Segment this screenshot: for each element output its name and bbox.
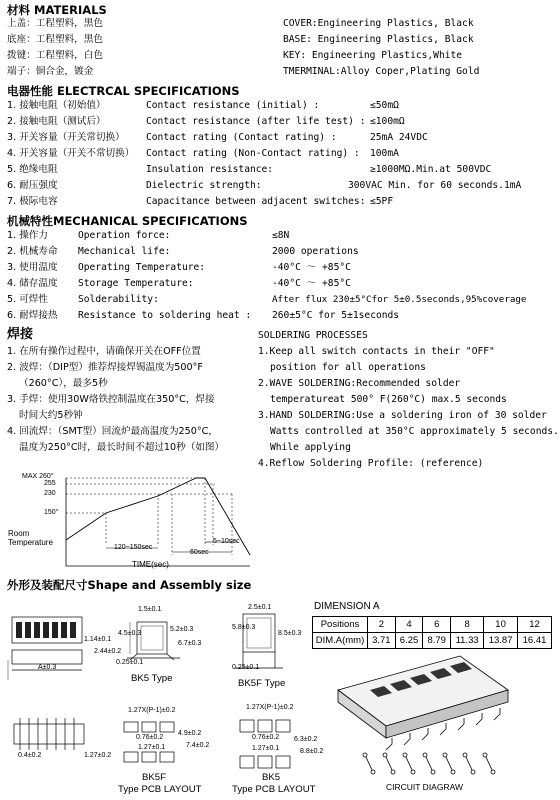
spec-en: Dielectric strength:: [146, 180, 262, 191]
dim-a-cell: 6.25: [395, 633, 423, 649]
mechanical-title: 机械特性MECHANICAL SPECIFICATIONS: [7, 214, 248, 228]
time-axis-label: TIME(sec): [132, 560, 169, 569]
position-cell: 4: [395, 617, 423, 633]
bk5-pcb-layout: [240, 720, 290, 768]
dim-label: 0.25±0.1: [232, 664, 260, 671]
spec-cn: 3. 使用温度: [7, 262, 58, 273]
soldering-en-line: 2.WAVE SOLDERING:Recommended solder: [258, 378, 461, 389]
spec-cn: 2. 机械寿命: [7, 246, 58, 257]
soldering-title-en: SOLDERING PROCESSES: [258, 330, 368, 341]
bk5-caption: BK5 Type: [131, 673, 173, 684]
spec-en: Solderability:: [78, 294, 159, 305]
dim-label: 4.5±0.3: [118, 630, 142, 637]
material-cn-item: 上盖：工程塑料，黑色: [7, 18, 103, 29]
dim-label: 1.27±0.2: [84, 752, 112, 759]
position-cell: 6: [423, 617, 451, 633]
spec-cn: 6. 耐压强度: [7, 180, 58, 191]
dim-a-cell: 13.87: [484, 633, 518, 649]
spec-cn: 2. 接触电阻（测试后）: [7, 116, 106, 127]
spec-cn: 5. 可焊性: [7, 294, 48, 305]
dimension-title: DIMENSION A: [314, 601, 380, 612]
spec-cn: 4. 开关容量（开关不常切换）: [7, 148, 135, 159]
soldering-en-line: Watts controlled at 350°C approximately 5 seconds.: [270, 426, 559, 437]
spec-en: Operation force:: [78, 230, 171, 241]
materials-title: 材料 MATERIALS: [7, 3, 107, 17]
pcb-right-caption-1: BK5: [262, 772, 281, 783]
dim-label: 0.4±0.2: [18, 752, 42, 759]
temperature-label: Temperature: [8, 538, 53, 547]
span-label: 60sec: [190, 549, 209, 556]
dim-a-cell: 3.71: [368, 633, 396, 649]
shape-title: 外形及装配尺寸Shape and Assembly size: [7, 578, 252, 592]
spec-value: -40°C ～ +85°C: [272, 278, 351, 289]
soldering-cn-line: （260°C），最多5秒: [19, 378, 108, 389]
dim-label: 1.5±0.1: [138, 606, 162, 613]
soldering-en-line: 1.Keep all switch contacts in their "OFF": [258, 346, 495, 357]
spec-value: ≥1000MΩ.Min.at 500VDC: [370, 164, 492, 175]
soldering-cn-line: 时间大约5秒钟: [19, 410, 83, 421]
spec-value: 260±5°C for 5±1seconds: [272, 310, 400, 321]
dim-a-label: DIM.A(mm): [313, 633, 368, 649]
material-cn-item: 端子：铜合金，镀金: [7, 66, 94, 77]
dim-label: 5.8±0.3: [232, 624, 256, 631]
dim-label: 2.44±0.2: [94, 648, 122, 655]
spec-value: 2000 operations: [272, 246, 359, 257]
spec-en: Contact resistance (initial) :: [146, 100, 320, 111]
spec-cn: 5. 绝缘电阻: [7, 164, 58, 175]
spec-cn: 4. 储存温度: [7, 278, 58, 289]
dim-label: 0.76±0.2: [252, 734, 280, 741]
soldering-cn-line: 4. 回流焊：（SMT型）回流炉最高温度为250°C，: [7, 426, 218, 437]
spec-value: -40°C ～ +85°C: [272, 262, 351, 273]
bk5f-pcb-layout: [124, 722, 174, 762]
spec-cn: 1. 操作力: [7, 230, 48, 241]
bk5f-side-drawing: [235, 614, 283, 668]
bk5f-caption: BK5F Type: [238, 678, 286, 689]
spec-value: 25mA 24VDC: [370, 132, 428, 143]
soldering-cn-line: 3. 手焊：使用30W烙铁控制温度在350°C，焊接: [7, 394, 215, 405]
spec-en: Capacitance between adjacent switches:: [146, 196, 366, 207]
dim-label: 6.3±0.2: [294, 736, 318, 743]
soldering-en-line: position for all operations: [270, 362, 426, 373]
spec-value: After flux 230±5°Cfor 5±0.5seconds,95%coverage: [272, 294, 527, 305]
dim-label: 6.7±0.3: [178, 640, 202, 647]
spec-value: ≤8N: [272, 230, 290, 241]
spec-en: Mechanical life:: [78, 246, 171, 257]
dim-label: 0.25±0.1: [116, 659, 144, 666]
spec-en: Contact resistance (after life test) :: [146, 116, 366, 127]
dim-a-cell: 16.41: [518, 633, 552, 649]
bk5f-pin-drawing: [14, 718, 84, 750]
spec-value: 100mA: [370, 148, 399, 159]
circuit-caption: CIRCUIT DIAGRAW: [386, 782, 463, 792]
pcb-left-caption-2: Type PCB LAYOUT: [118, 784, 202, 795]
electrical-title: 电器性能 ELECTRCAL SPECIFICATIONS: [7, 84, 240, 98]
span-label: 5~10sec: [213, 538, 240, 545]
dim-a-cell: 11.33: [451, 633, 484, 649]
spec-en: Contact rating (Contact rating) :: [146, 132, 337, 143]
spec-value: ≤100mΩ: [370, 116, 405, 127]
position-cell: 8: [451, 617, 484, 633]
pcb-right-caption-2: Type PCB LAYOUT: [232, 784, 316, 795]
circuit-diagram: [363, 753, 495, 774]
dim-label: 8.5±0.3: [278, 630, 302, 637]
material-en-item: TMERMINAL:Alloy Coper,Plating Gold: [283, 66, 480, 77]
dim-label: 1.27±0.1: [252, 745, 280, 752]
dim-label: 1.27X(P-1)±0.2: [128, 707, 176, 714]
pcb-left-caption-1: BK5F: [142, 772, 166, 783]
spec-cn: 1. 接触电阻（初始值）: [7, 100, 106, 111]
spec-cn: 7. 极际电容: [7, 196, 58, 207]
dim-label: 4.9±0.2: [178, 730, 202, 737]
dim-a-cell: 8.79: [423, 633, 451, 649]
spec-en: Storage Temperature:: [78, 278, 194, 289]
room-label: Room: [8, 529, 30, 538]
soldering-title-cn: 焊接: [7, 327, 34, 342]
material-en-item: BASE: Engineering Plastics, Black: [283, 34, 474, 45]
spec-en: Operating Temperature:: [78, 262, 206, 273]
span-label: 120~150sec: [114, 544, 153, 551]
spec-cn: 6. 耐焊接热: [7, 310, 58, 321]
dim-label: 7.4±0.2: [186, 742, 210, 749]
dim-label: 1.27±0.1: [138, 744, 166, 751]
spec-value: 300VAC Min. for 60 seconds.1mA: [348, 180, 522, 191]
soldering-en-line: While applying: [270, 442, 351, 453]
dim-label: 1.14±0.1: [84, 636, 112, 643]
dim-label: 5.2±0.3: [170, 626, 194, 633]
material-en-item: KEY: Engineering Plastics,White: [283, 50, 463, 61]
profile-tick: 230: [44, 490, 56, 497]
profile-tick: 255: [44, 480, 56, 487]
spec-cn: 3. 开关容量（开关常切换）: [7, 132, 125, 143]
positions-label: Positions: [313, 617, 368, 633]
soldering-cn-line: 1. 在所有操作过程中，请确保开关在OFF位置: [7, 346, 201, 357]
position-cell: 12: [518, 617, 552, 633]
profile-tick: 150°: [44, 509, 59, 516]
soldering-en-line: temperatureat 500° F(260°C) max.5 seconds: [270, 394, 507, 405]
spec-en: Insulation resistance:: [146, 164, 274, 175]
position-cell: 10: [484, 617, 518, 633]
dim-label: 1.27X(P-1)±0.2: [246, 704, 294, 711]
material-en-item: COVER:Engineering Plastics, Black: [283, 18, 474, 29]
soldering-en-line: 3.HAND SOLDERING:Use a soldering iron of 30 solder: [258, 410, 547, 421]
position-cell: 2: [368, 617, 396, 633]
spec-value: ≤5PF: [370, 196, 394, 207]
dim-label: 8.8±0.2: [300, 748, 324, 755]
soldering-cn-line: 2. 波焊：（DIP型）推荐焊接焊锡温度为500°F: [7, 362, 203, 373]
profile-tick: MAX 260°: [22, 473, 54, 480]
material-cn-item: 底座：工程塑料，黑色: [7, 34, 103, 45]
spec-en: Contact rating (Non-Contact rating) :: [146, 148, 360, 159]
dim-label: 2.5±0.1: [248, 604, 272, 611]
dim-label: A±0.3: [38, 664, 57, 671]
soldering-en-line: 4.Reflow Soldering Profile: (reference): [258, 458, 484, 469]
dim-label: 0.76±0.2: [136, 734, 164, 741]
isometric-switch-drawing: [338, 656, 508, 750]
spec-en: Resistance to soldering heat :: [78, 310, 252, 321]
material-cn-item: 拨键：工程塑料，白色: [7, 50, 103, 61]
soldering-cn-line: 温度为250°C时，最长时间不超过10秒（如图）: [19, 442, 225, 453]
spec-value: ≤50mΩ: [370, 100, 399, 111]
